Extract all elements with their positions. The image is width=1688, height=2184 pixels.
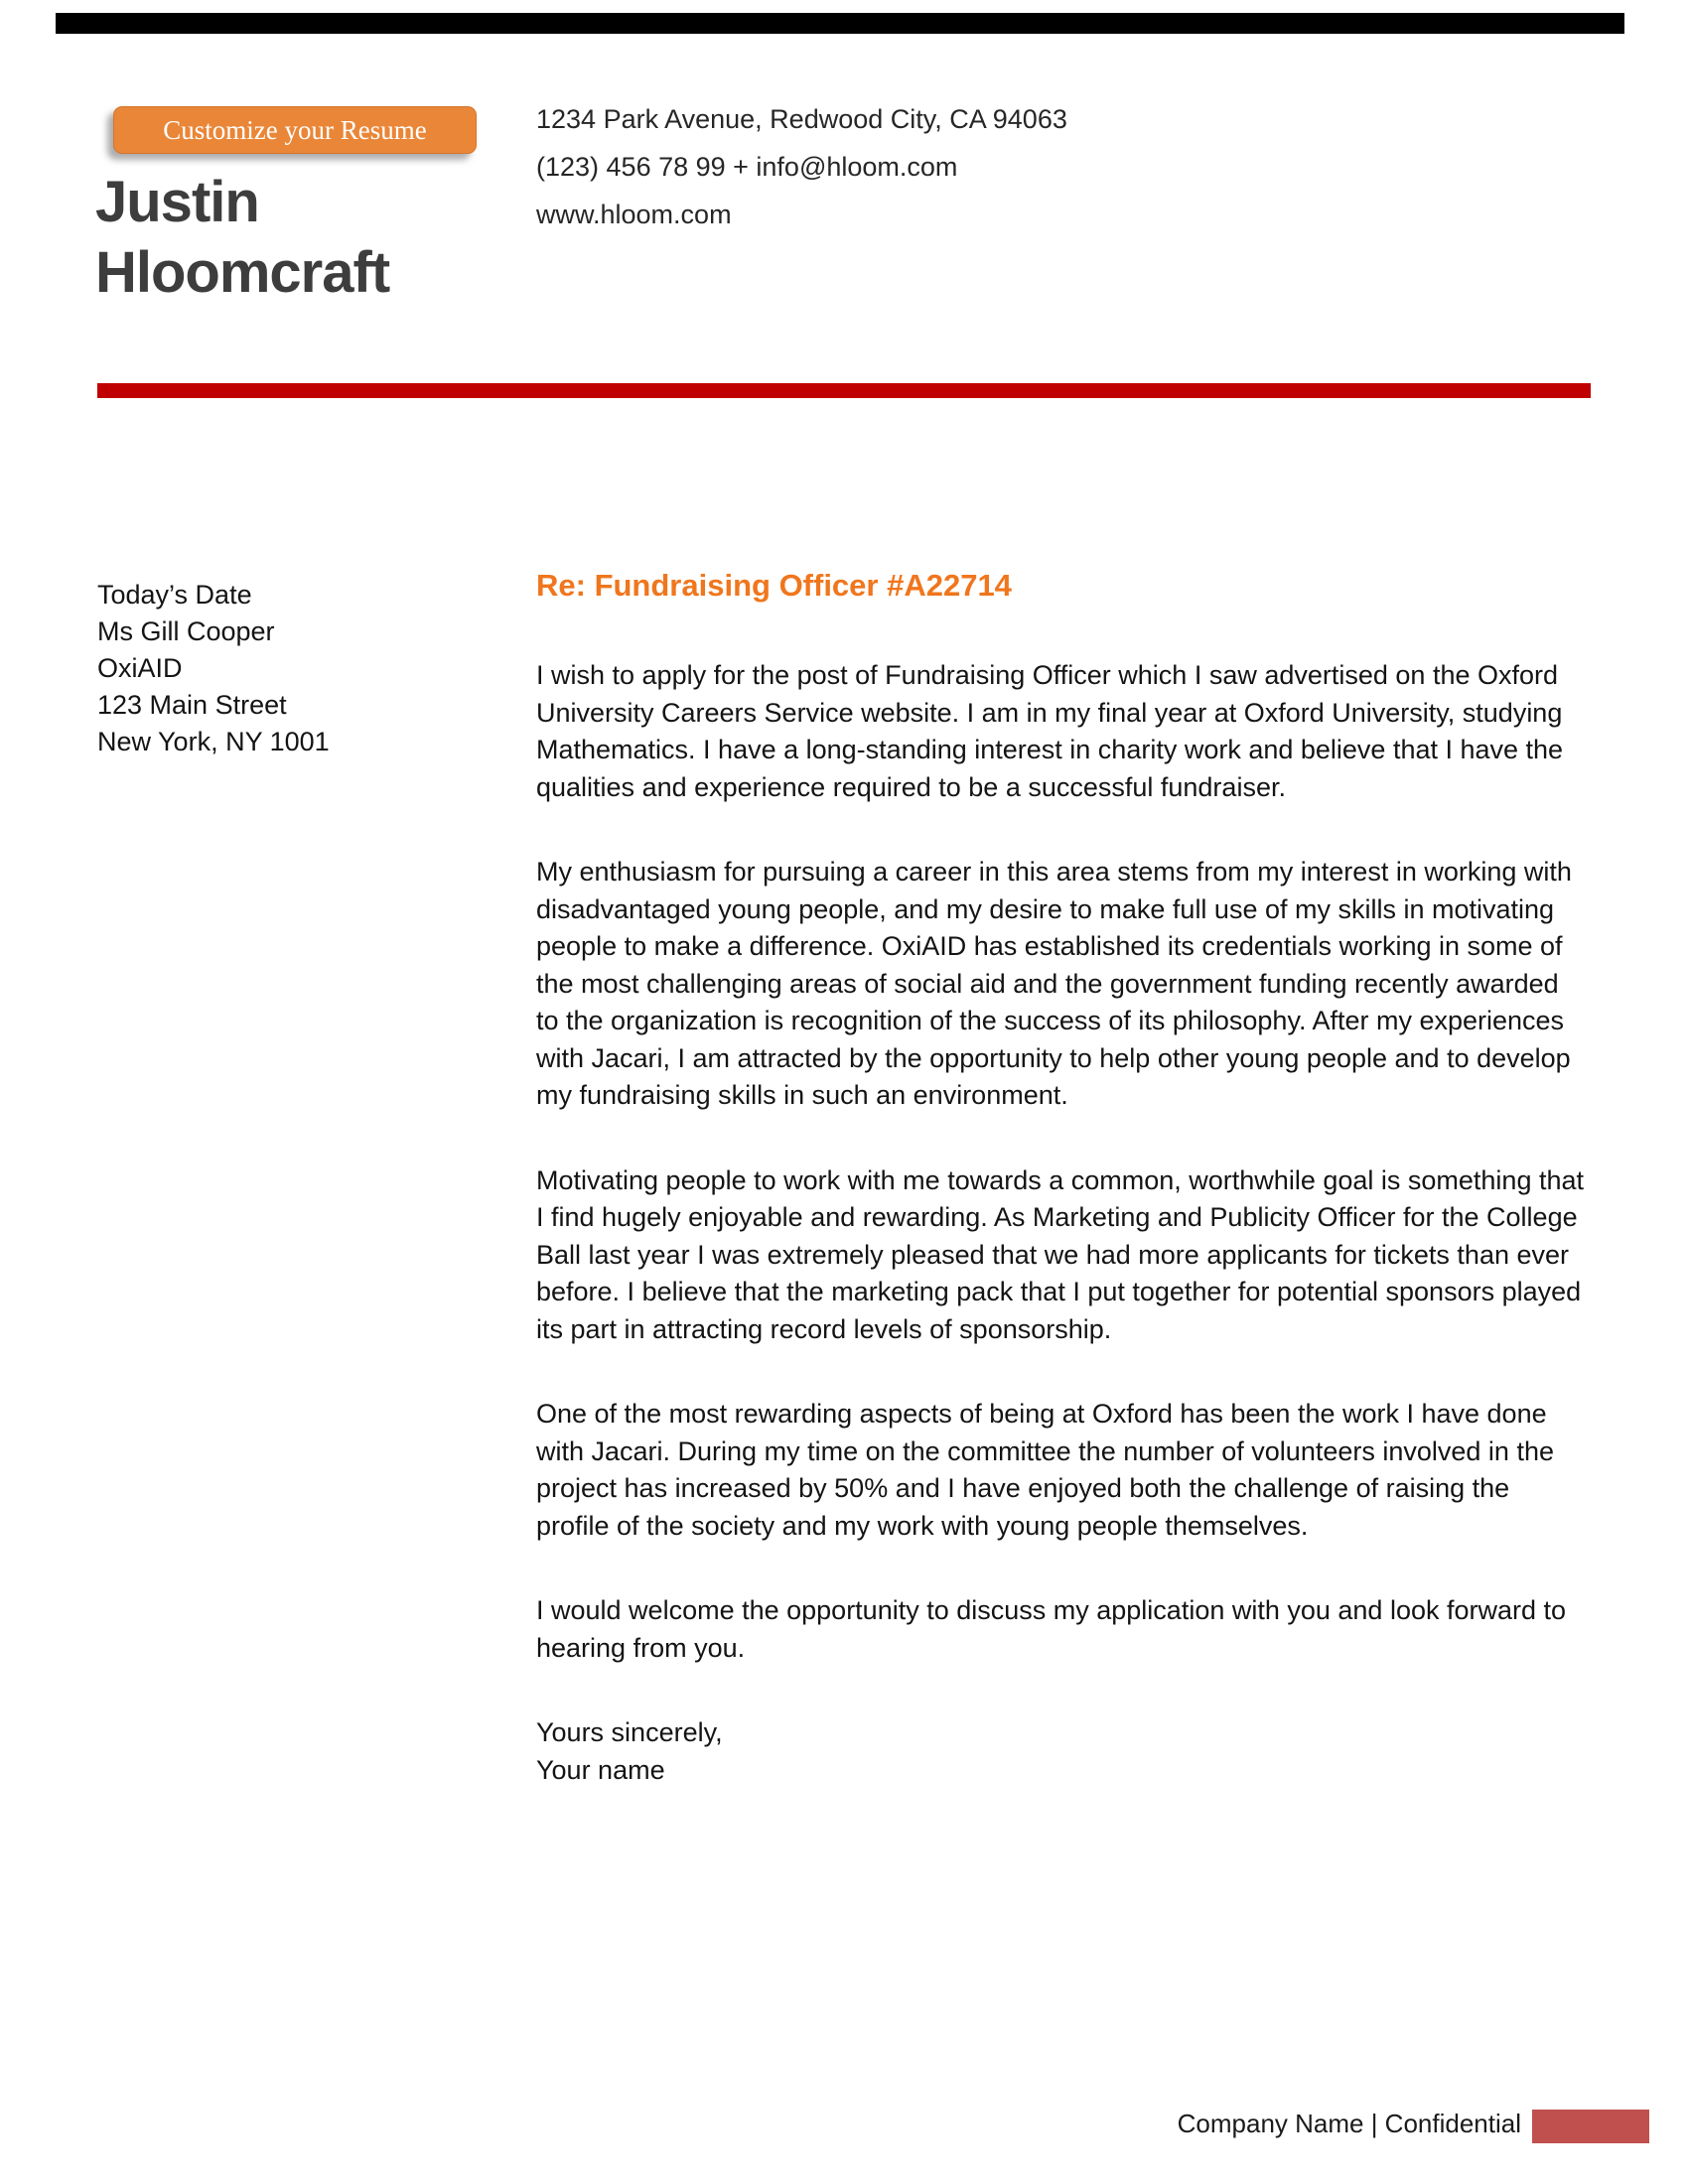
applicant-last-name: Hloomcraft [95,240,390,305]
contact-info [536,103,1067,246]
closing-salutation: Yours sincerely, [536,1717,723,1747]
red-divider-rule [97,383,1591,398]
recipient-org-line: OxiAID [97,653,183,683]
contact-phone-email: (123) 456 78 99 + info@hloom.com [536,152,958,182]
letter-paragraph: Motivating people to work with me towards a common, worthwhile goal is something that I find hugely enjoyable and rewarding. As Marketing and Publicity Officer for the College Ball last year I was extremely pleased that we had more applicants for tickets than ever before. I believe that the marketing pack that I put together for potential sponsors played its part in attracting record levels of sponsorship. [536,1164,1584,1344]
recipient-block [97,577,330,760]
contact-address: 1234 Park Avenue, Redwood City, CA 94063 [536,104,1067,134]
top-black-bar [56,13,1624,34]
customize-resume-button[interactable]: Customize your Resume [113,106,477,154]
recipient-name-line: Ms Gill Cooper [97,616,275,646]
recipient-street-line: 123 Main Street [97,690,287,720]
footer-red-block [1532,2110,1649,2143]
applicant-first-name: Justin [95,170,259,234]
footer-text: Company Name | Confidential [1177,2109,1521,2138]
letter-paragraph: I wish to apply for the post of Fundraising Officer which I saw advertised on the Oxford University Careers Service website. I am in my final year at Oxford University, studying Mathematics. I have a long-standing interest in charity work and believe that I have the qualities and experience required to be a successful fundraiser. [536,660,1564,802]
letter-paragraph: One of the most rewarding aspects of being at Oxford has been the work I have done with Jacari. During my time on the committee the number of volunteers involved in the project has increased by 50% and I have enjoyed both the challenge of raising the profile of the society and my work with young people themselves. [536,1399,1554,1541]
closing-signature: Your name [536,1754,665,1785]
letter-paragraph: I would welcome the opportunity to discuss my application with you and look forward to hearing from you. [536,1595,1567,1663]
letter-paragraph: My enthusiasm for pursuing a career in this area stems from my interest in working with disadvantaged young people, and my desire to make full use of my skills in motivating people to make a difference. OxiAID has established its credentials working in some of the most challenging areas of social aid and the government funding recently awarded to the organization is recognition of the success of its philosophy. After my experiences with Jacari, I am attracted by the opportunity to help other young people and to develop my fundraising skills in such an environment. [536,857,1572,1110]
letter-body [536,568,1584,1789]
contact-website: www.hloom.com [536,200,732,229]
recipient-city-line: New York, NY 1001 [97,727,330,756]
closing-block [536,1714,1584,1789]
recipient-date-line: Today’s Date [97,580,252,610]
letter-subject: Re: Fundraising Officer #A22714 [536,568,1012,603]
applicant-name [95,167,389,308]
